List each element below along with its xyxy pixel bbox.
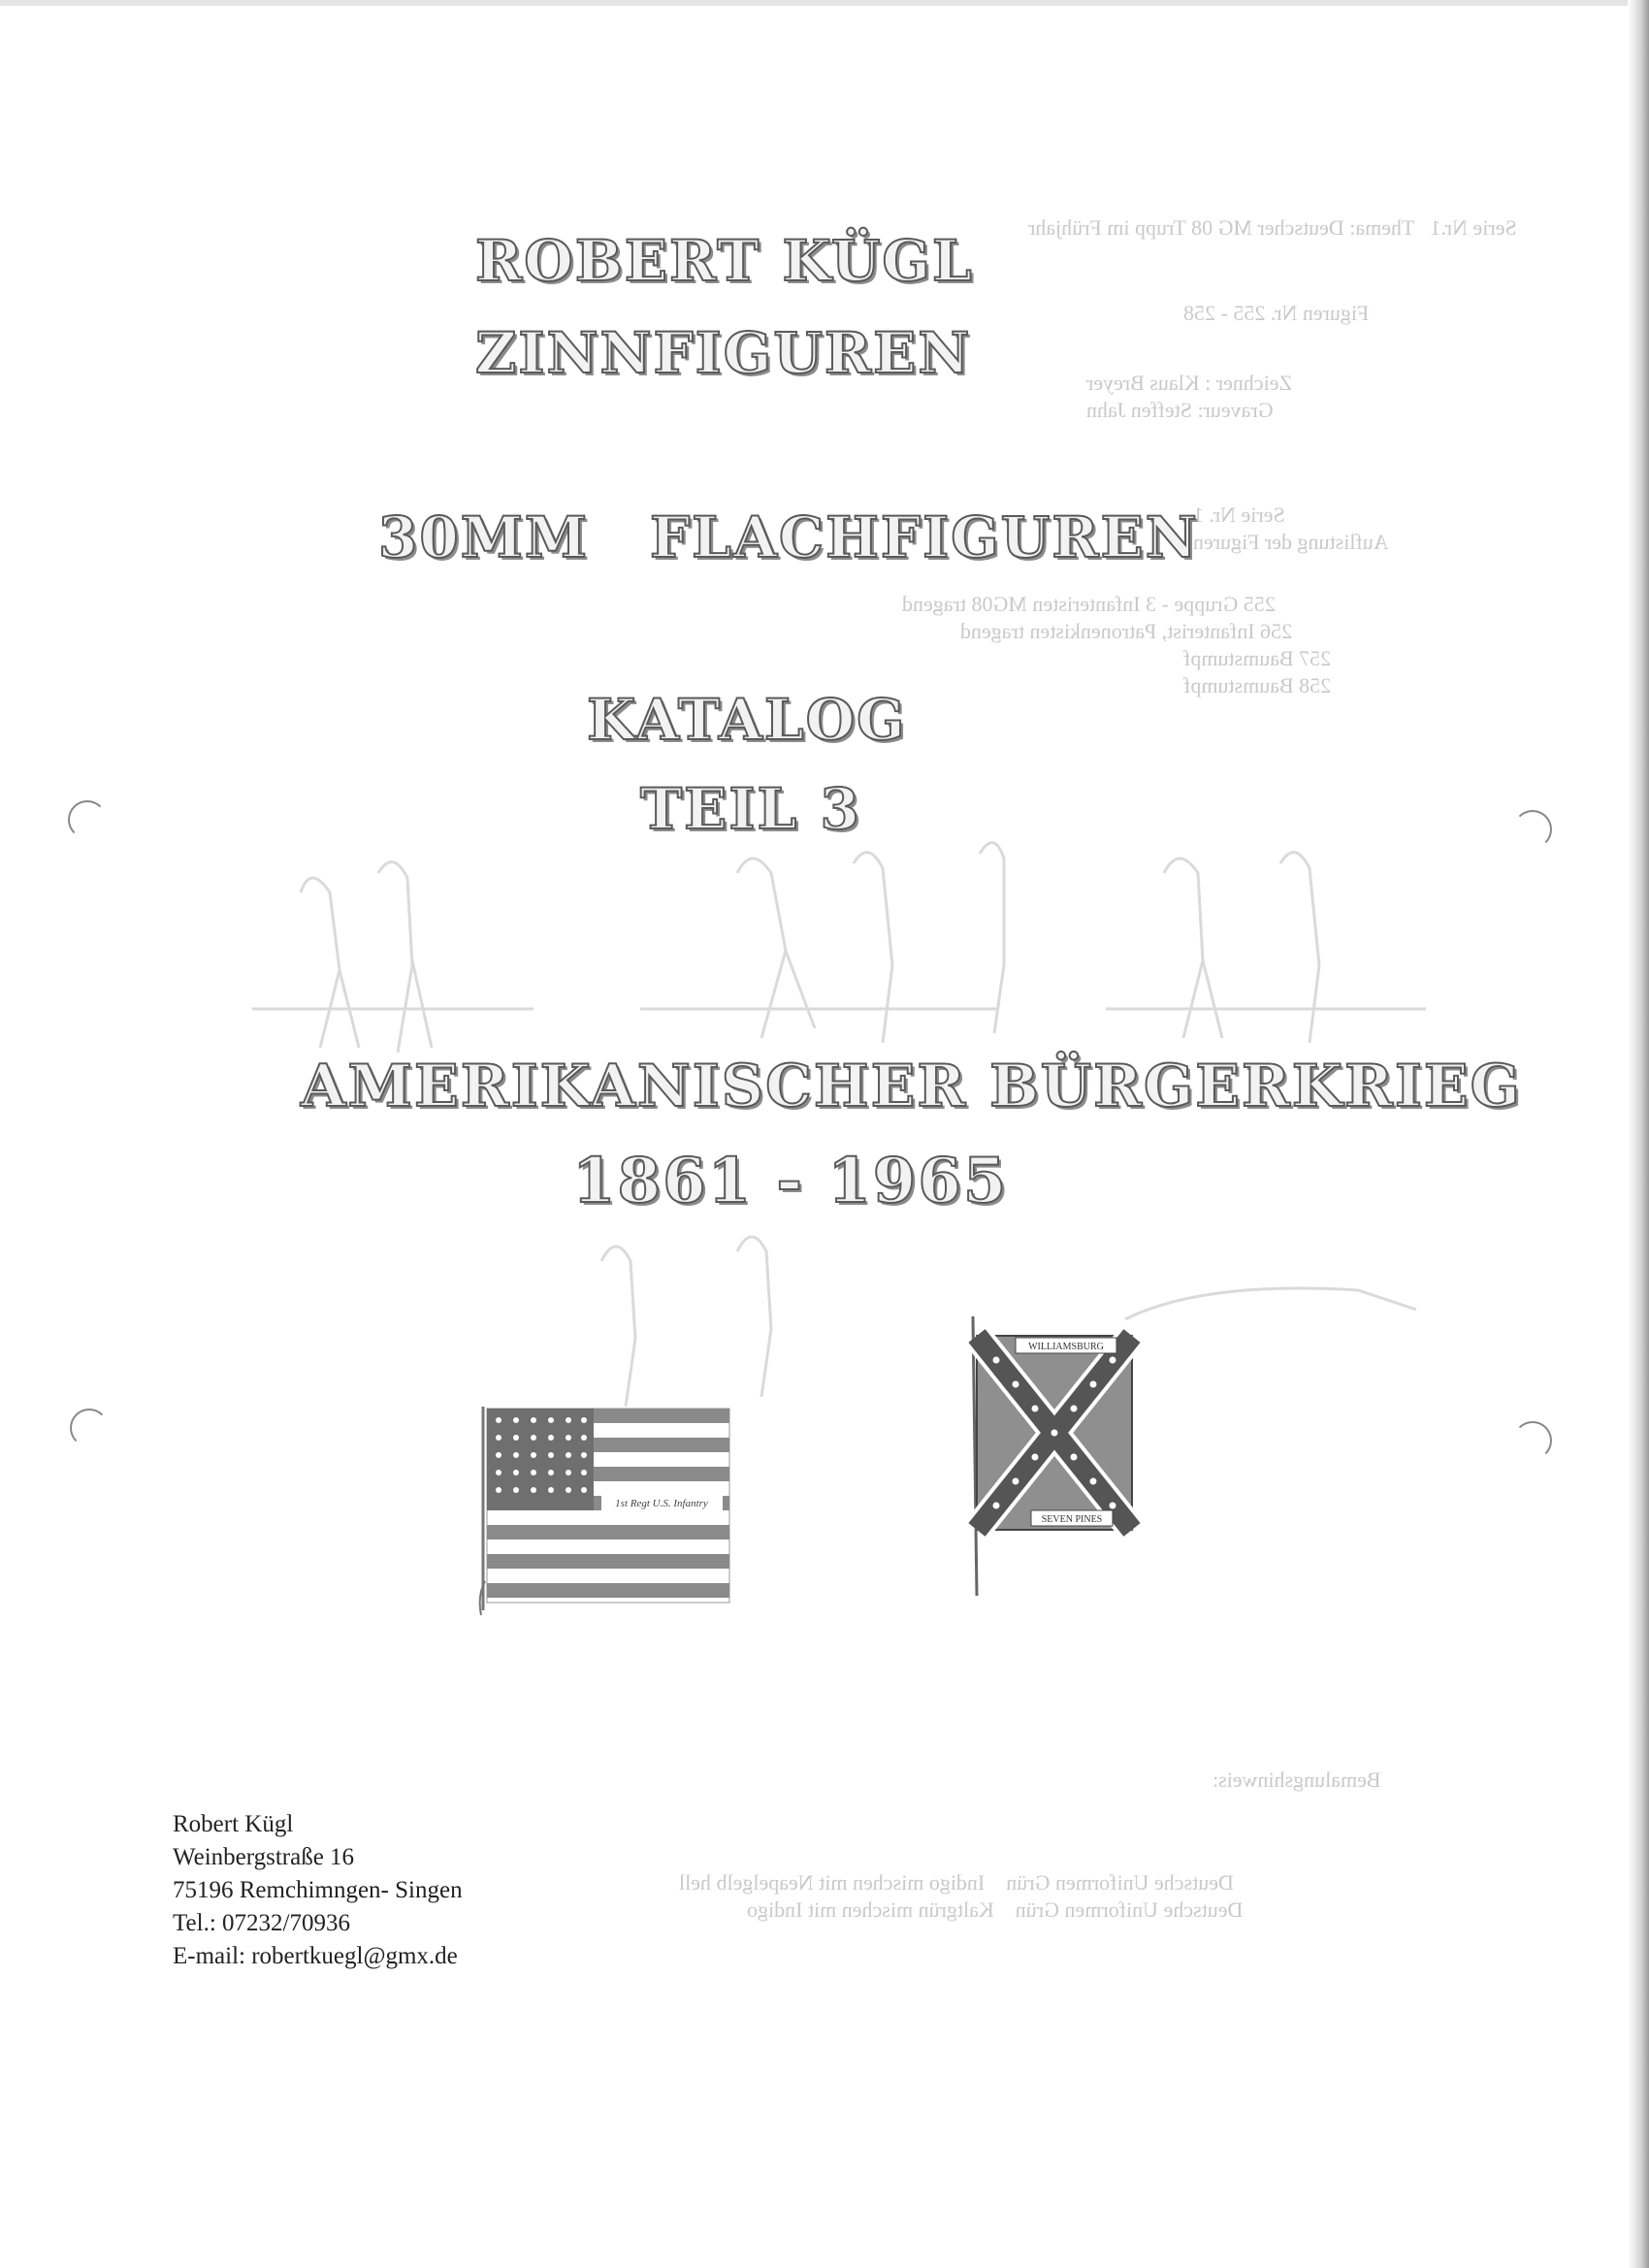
union-flag-label: 1st Regt U.S. Infantry bbox=[615, 1498, 708, 1509]
union-flag-canton bbox=[487, 1409, 594, 1510]
punch-hole-right-top bbox=[1513, 810, 1552, 849]
show-through-text-2: Figuren Nr. 255 - 258 bbox=[1183, 301, 1370, 325]
show-through-text-4: Graveur: Steffen Jahn bbox=[1086, 398, 1274, 422]
catalog-part: TEIL 3 bbox=[640, 776, 861, 842]
show-through-text-1: Serie Nr.1 Thema: Deutscher MG 08 Trupp im Frühjahr bbox=[1028, 215, 1517, 240]
punch-hole-right-bottom bbox=[1513, 1421, 1552, 1460]
scan-right-edge bbox=[1628, 0, 1649, 2268]
figure-size: 30MM bbox=[378, 504, 590, 570]
show-through-text-5: Serie Nr. 1 bbox=[1193, 502, 1285, 527]
union-flag-image bbox=[466, 1397, 757, 1620]
show-through-text-8: 256 Infanterist, Patronenkisten tragend bbox=[960, 619, 1293, 643]
contact-name: Robert Kügl bbox=[173, 1811, 294, 1837]
show-through-text-6: Auflistung der Figuren bbox=[1193, 530, 1389, 554]
punch-hole-left-bottom bbox=[70, 1409, 109, 1447]
figure-type: FLACHFIGUREN bbox=[650, 504, 1199, 570]
contact-street: Weinbergstraße 16 bbox=[173, 1844, 355, 1870]
contact-block bbox=[173, 1808, 463, 1973]
show-through-text-10: 258 Baumstumpf bbox=[1183, 673, 1332, 697]
show-through-text-9: 257 Baumstumpf bbox=[1183, 646, 1332, 670]
contact-city: 75196 Remchimngen- Singen bbox=[173, 1877, 463, 1903]
show-through-text-11: Bemalungshinweis: bbox=[1212, 1767, 1381, 1792]
show-through-text-3: Zeichner : Klaus Breyer bbox=[1086, 371, 1292, 395]
punch-hole-left-top bbox=[68, 800, 107, 839]
topic-title: AMERIKANISCHER BÜRGERKRIEG bbox=[301, 1053, 1522, 1120]
confederate-flag-bottom-label: SEVEN PINES bbox=[1041, 1514, 1103, 1525]
scan-top-edge bbox=[0, 0, 1649, 6]
confederate-flag-top-label: WILLIAMSBURG bbox=[1028, 1342, 1104, 1352]
contact-email: E-mail: robertkuegl@gmx.de bbox=[173, 1943, 458, 1969]
topic-years: 1861 - 1965 bbox=[572, 1145, 1009, 1217]
contact-phone: Tel.: 07232/70936 bbox=[173, 1910, 350, 1936]
confederate-flag-image bbox=[955, 1314, 1149, 1601]
show-through-text-7: 255 Gruppe - 3 Infanteristen MG08 tragend bbox=[902, 592, 1276, 616]
publisher-subtitle: ZINNFIGUREN bbox=[475, 320, 972, 386]
publisher-name: ROBERT KÜGL bbox=[475, 228, 974, 294]
show-through-text-12: Deutsche Uniformen Grün Indigo mischen mit Neapelgelb hell bbox=[679, 1870, 1234, 1895]
catalog-title: KATALOG bbox=[587, 687, 907, 753]
show-through-text-13: Deutsche Uniformen Grün Kaltgrün mischen mit Indigo bbox=[747, 1897, 1244, 1922]
